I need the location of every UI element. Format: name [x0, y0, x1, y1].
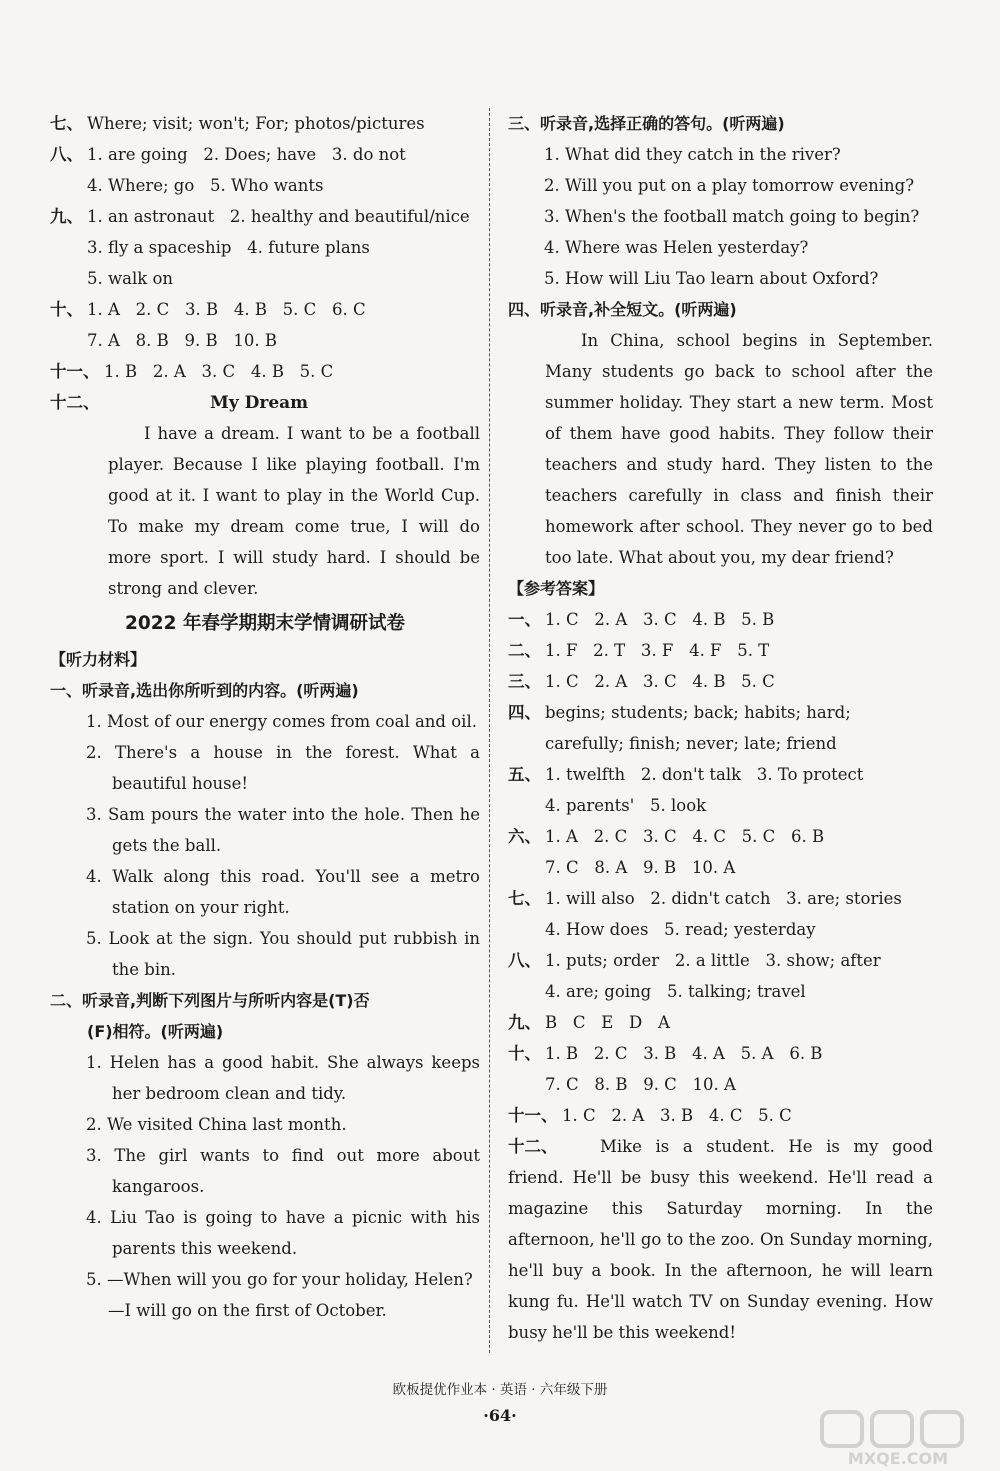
answer-line: [508, 914, 933, 945]
essay2-text: 十二、 Mike is a student. He is my good friend. He'll be busy this weekend. He'll read a magazine this Saturday morning. In the afternoon, he'll go to the zoo. On Sunday morning, he'll buy a book. In the afternoon, he will learn kung fu. He'll watch TV on Sunday evening. How busy he'll be this weekend!: [508, 1131, 933, 1348]
essay-header-row: [50, 387, 480, 418]
answer-text: begins; students; back; habits; hard;: [545, 703, 851, 722]
answer-text: 1. A 2. C 3. B 4. B 5. C 6. C: [87, 300, 366, 319]
section-key: 一、: [508, 610, 541, 629]
listening-item: 3. Sam pours the water into the hole. Then he gets the ball.: [86, 805, 480, 855]
answer-line: [508, 604, 933, 635]
left-column: [50, 108, 480, 1326]
answer-text: 1. C 2. A 3. C 4. B 5. C: [545, 672, 775, 691]
listening-item: 5. How will Liu Tao learn about Oxford?: [544, 269, 879, 288]
section-key: 十一、: [508, 1106, 558, 1125]
answer-line: [508, 666, 933, 697]
listening-item: 1. Helen has a good habit. She always keeps her bedroom clean and tidy.: [86, 1053, 480, 1103]
section-key: 七、: [508, 889, 541, 908]
answer-text: 1. an astronaut 2. healthy and beautiful/nice: [87, 207, 470, 226]
right-column: [508, 108, 933, 1348]
section-key: 五、: [508, 765, 541, 784]
section-key: 四、: [508, 703, 541, 722]
answer-line: [50, 108, 480, 139]
answer-line: [50, 356, 480, 387]
left-answer-lines: [50, 108, 480, 387]
answer-text: 4. are; going 5. talking; travel: [545, 982, 806, 1001]
listening-item: 3. The girl wants to find out more about kangaroos.: [86, 1146, 480, 1196]
answer-line: [508, 1007, 933, 1038]
answer-line: [508, 976, 933, 1007]
listening-item: 5. Look at the sign. You should put rubbish in the bin.: [86, 929, 480, 979]
answer-text: carefully; finish; never; late; friend: [545, 734, 837, 753]
watermark-text: MXQE.COM: [847, 1449, 949, 1468]
section-key: 十一、: [50, 362, 100, 381]
answer-line: [50, 325, 480, 356]
listening-item: 4. Where was Helen yesterday?: [544, 238, 809, 257]
answer-text: 1. C 2. A 3. C 4. B 5. B: [545, 610, 775, 629]
exam-title: 2022 年春学期期末学情调研试卷: [125, 613, 405, 634]
sec2-answer: —I will go on the first of October.: [108, 1301, 387, 1320]
answer-line: [508, 728, 933, 759]
listening-header: 【听力材料】: [50, 650, 147, 669]
listening-item: 4. Walk along this road. You'll see a metro station on your right.: [86, 867, 480, 917]
answer-line: [50, 263, 480, 294]
answer-line: [50, 232, 480, 263]
answer-line: [508, 1069, 933, 1100]
answer-text: 1. will also 2. didn't catch 3. are; stories: [545, 889, 902, 908]
answer-line: [508, 1100, 933, 1131]
essay-text: I have a dream. I want to be a football player. Because I like playing football. I'm good at it. I want to play in the World Cup. To make my dream come true, I will do more sport. I will study hard. I should be strong and clever.: [108, 424, 480, 598]
answer-text: 1. puts; order 2. a little 3. show; after: [545, 951, 881, 970]
answer-text: 1. A 2. C 3. C 4. C 5. C 6. B: [545, 827, 825, 846]
essay-title: My Dream: [210, 393, 309, 413]
answer-line: [508, 1038, 933, 1069]
essay2-key: 十二、: [508, 1137, 558, 1156]
column-divider: [489, 108, 490, 1353]
listening-item: 1. What did they catch in the river?: [544, 145, 841, 164]
answer-key-list: [508, 604, 933, 1131]
listening-item: 5. —When will you go for your holiday, Helen?: [86, 1270, 473, 1289]
section-key: 十、: [508, 1044, 541, 1063]
answer-line: [50, 294, 480, 325]
section-key: 八、: [50, 145, 83, 164]
answer-text: 1. F 2. T 3. F 4. F 5. T: [545, 641, 770, 660]
page-number: ·64·: [483, 1406, 517, 1425]
sec1-list: [50, 706, 480, 985]
answer-text: 4. parents' 5. look: [545, 796, 707, 815]
section-key: 九、: [508, 1013, 541, 1032]
answer-line: [508, 790, 933, 821]
section-key: 十、: [50, 300, 83, 319]
sec2-header-b: (F)相符。(听两遍): [87, 1022, 224, 1041]
answer-line: [508, 759, 933, 790]
answer-text: Where; visit; won't; For; photos/pictures: [87, 114, 425, 133]
sec2-list: [50, 1047, 480, 1295]
sec3-list: [508, 139, 933, 294]
sec4-text: In China, school begins in September. Many students go back to school after the summer holiday. They start a new term. Most of them have good habits. They follow their teachers and study hard. They listen to the teachers carefully in class and finish their homework after school. They never go to bed too late. What about you, my dear friend?: [545, 331, 933, 567]
answer-text: 7. C 8. A 9. B 10. A: [545, 858, 736, 877]
sec1-header: 一、听录音,选出你所听到的内容。(听两遍): [50, 681, 359, 700]
sec3-header: 三、听录音,选择正确的答句。(听两遍): [508, 114, 785, 133]
answer-text: 1. B 2. C 3. B 4. A 5. A 6. B: [545, 1044, 823, 1063]
answer-text: 4. How does 5. read; yesterday: [545, 920, 816, 939]
answer-text: 5. walk on: [87, 269, 174, 288]
listening-item: 1. Most of our energy comes from coal and oil.: [86, 712, 477, 731]
essay-key: 十二、: [50, 393, 100, 412]
answer-text: 1. twelfth 2. don't talk 3. To protect: [545, 765, 864, 784]
section-key: 八、: [508, 951, 541, 970]
section-key: 九、: [50, 207, 83, 226]
answer-text: 7. A 8. B 9. B 10. B: [87, 331, 277, 350]
answer-text: 4. Where; go 5. Who wants: [87, 176, 324, 195]
answer-text: 3. fly a spaceship 4. future plans: [87, 238, 370, 257]
section-key: 二、: [508, 641, 541, 660]
answer-line: [508, 697, 933, 728]
listening-item: 2. There's a house in the forest. What a beautiful house!: [86, 743, 480, 793]
answer-line: [508, 852, 933, 883]
sec4-header: 四、听录音,补全短文。(听两遍): [508, 300, 737, 319]
answer-text: 7. C 8. B 9. C 10. A: [545, 1075, 736, 1094]
answer-line: [50, 201, 480, 232]
listening-item: 2. We visited China last month.: [86, 1115, 347, 1134]
answer-text: 1. C 2. A 3. B 4. C 5. C: [562, 1106, 792, 1125]
section-key: 七、: [50, 114, 83, 133]
answer-line: [508, 945, 933, 976]
listening-item: 4. Liu Tao is going to have a picnic with his parents this weekend.: [86, 1208, 480, 1258]
section-key: 六、: [508, 827, 541, 846]
answer-text: 1. B 2. A 3. C 4. B 5. C: [104, 362, 334, 381]
answer-line: [508, 635, 933, 666]
listening-item: 2. Will you put on a play tomorrow evening?: [544, 176, 915, 195]
section-key: 三、: [508, 672, 541, 691]
page-footer: 欧板提优作业本 · 英语 · 六年级下册: [392, 1382, 608, 1398]
answer-line: [50, 139, 480, 170]
answer-text: 1. are going 2. Does; have 3. do not: [87, 145, 406, 164]
answer-text: B C E D A: [545, 1013, 670, 1032]
answer-line: [508, 821, 933, 852]
watermark-logo: [818, 1408, 978, 1468]
sec2-header-a: 二、听录音,判断下列图片与所听内容是(T)否: [50, 991, 370, 1010]
listening-item: 3. When's the football match going to begin?: [544, 207, 920, 226]
answer-line: [50, 170, 480, 201]
answer-line: [508, 883, 933, 914]
answers-header: 【参考答案】: [508, 579, 605, 598]
